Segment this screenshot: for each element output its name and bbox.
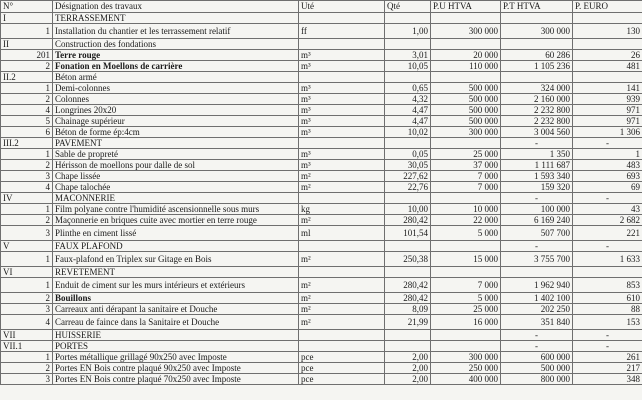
cell-euro [573,13,642,24]
cell-euro: 88 [573,304,642,315]
cell-designation: Film polyane contre l'humidité ascensionnelle sous murs [53,204,299,215]
cell-euro: 69 [573,182,642,193]
cell-unit: m² [299,293,385,304]
table-row [1,363,642,374]
table-row [1,204,642,215]
cell-total-price [501,267,573,278]
cell-unit: ff [299,24,385,39]
cell-total-price: 600 000 [501,352,573,363]
cell-unit [299,39,385,50]
cell-quantity: 3,01 [385,50,431,61]
cell-no: 1 [1,24,53,39]
cell-unit-price: 37 000 [431,160,501,171]
cell-total-price: - [501,330,573,341]
cell-euro: - [573,330,642,341]
cell-total-price [501,13,573,24]
cell-unit-price: 25 000 [431,304,501,315]
cell-no: IV [1,193,53,204]
cell-designation: Enduit de ciment sur les murs intérieurs et extérieurs [53,278,299,293]
cell-euro: 693 [573,171,642,182]
cell-total-price: 800 000 [501,374,573,385]
cell-total-price: 100 000 [501,204,573,215]
cell-quantity: 4,32 [385,94,431,105]
cell-total-price: 1 402 100 [501,293,573,304]
table-row [1,116,642,127]
cell-euro: 221 [573,226,642,241]
cell-no: 4 [1,105,53,116]
cell-total-price: 324 000 [501,83,573,94]
cell-unit-price [431,267,501,278]
cell-quantity: 2,00 [385,352,431,363]
header-row [1,1,642,13]
cell-unit-price: 25 000 [431,149,501,160]
cell-unit-price: 7 000 [431,278,501,293]
section-row [1,72,642,83]
cell-unit-price [431,138,501,149]
table-row [1,94,642,105]
cell-unit-price [431,13,501,24]
table-row [1,293,642,304]
cell-no: VI [1,267,53,278]
cell-unit-price: 250 000 [431,363,501,374]
cell-unit: kg [299,204,385,215]
cell-unit: m³ [299,50,385,61]
header-total-price: P.T HTVA [501,1,573,13]
cell-total-price: - [501,241,573,252]
cell-euro: 43 [573,204,642,215]
cell-unit-price: 300 000 [431,352,501,363]
cell-unit-price: 500 000 [431,105,501,116]
cell-quantity: 22,76 [385,182,431,193]
cell-total-price [501,72,573,83]
cell-quantity: 10,02 [385,127,431,138]
cell-total-price: 500 000 [501,363,573,374]
cell-designation: Portes EN Bois contre plaqué 90x250 avec Imposte [53,363,299,374]
cell-designation: Fonation en Moellons de carrière [53,61,299,72]
cell-designation: Chape talochée [53,182,299,193]
cell-total-price: 1 962 940 [501,278,573,293]
cell-quantity: 10,00 [385,204,431,215]
table-row [1,105,642,116]
cell-quantity [385,193,431,204]
cell-quantity [385,39,431,50]
cell-unit-price: 300 000 [431,127,501,138]
cell-unit-price: 22 000 [431,215,501,226]
cell-quantity: 2,00 [385,374,431,385]
cell-unit: m³ [299,105,385,116]
cell-no: 1 [1,352,53,363]
cell-unit-price: 300 000 [431,24,501,39]
cell-quantity [385,330,431,341]
cell-designation: FAUX PLAFOND [53,241,299,252]
cell-total-price: - [501,138,573,149]
cell-unit: m³ [299,127,385,138]
cell-euro [573,267,642,278]
cell-quantity: 250,38 [385,252,431,267]
cell-euro: 217 [573,363,642,374]
cell-total-price: 159 320 [501,182,573,193]
cell-designation: Portes EN Bois contre plaqué 70x250 avec Imposte [53,374,299,385]
cell-quantity: 280,42 [385,215,431,226]
section-row [1,138,642,149]
cell-quantity: 8,09 [385,304,431,315]
cell-designation: Hérisson de moellons pour dalle de sol [53,160,299,171]
table-row [1,315,642,330]
cell-quantity: 0,05 [385,149,431,160]
cell-designation: PORTES [53,341,299,352]
cell-designation: Construction des fondations [53,39,299,50]
cell-total-price: 507 700 [501,226,573,241]
cell-no: 2 [1,363,53,374]
cell-unit-price [431,39,501,50]
table-body [1,1,642,385]
cell-total-price: 2 232 800 [501,105,573,116]
cell-designation: Béton de forme ép:4cm [53,127,299,138]
table-row [1,127,642,138]
cell-unit: ml [299,226,385,241]
section-row [1,193,642,204]
cell-designation: Demi-colonnes [53,83,299,94]
cell-unit [299,341,385,352]
cell-euro: 483 [573,160,642,171]
cell-total-price: 351 840 [501,315,573,330]
header-no: N° [1,1,53,13]
cell-quantity: 10,05 [385,61,431,72]
cell-designation: Portes métallique grillagé 90x250 avec Imposte [53,352,299,363]
cell-euro: 971 [573,105,642,116]
cell-quantity [385,241,431,252]
cell-quantity [385,267,431,278]
section-row [1,13,642,24]
cell-unit [299,330,385,341]
cell-euro: 610 [573,293,642,304]
cell-quantity: 101,54 [385,226,431,241]
table-row [1,226,642,241]
cell-euro: 26 [573,50,642,61]
cell-unit: m² [299,171,385,182]
table-row [1,61,642,72]
cell-quantity: 2,00 [385,363,431,374]
cell-total-price: 3 004 560 [501,127,573,138]
cell-no: 3 [1,304,53,315]
cell-quantity [385,72,431,83]
cell-no: VII [1,330,53,341]
cell-no: 4 [1,182,53,193]
table-row [1,374,642,385]
cell-no: 1 [1,149,53,160]
cell-euro: 853 [573,278,642,293]
cell-designation: Terre rouge [53,50,299,61]
cell-unit: m² [299,182,385,193]
cell-designation: PAVEMENT [53,138,299,149]
cell-designation: Carreau de faince dans la Sanitaire et Douche [53,315,299,330]
cell-unit: pce [299,374,385,385]
cell-total-price: 3 755 700 [501,252,573,267]
cell-euro: 971 [573,116,642,127]
cell-designation: Sable de propreté [53,149,299,160]
cell-unit-price [431,241,501,252]
cell-no: 2 [1,293,53,304]
cell-no: 1 [1,278,53,293]
cell-total-price: 1 593 340 [501,171,573,182]
cell-unit [299,72,385,83]
cell-total-price: 2 160 000 [501,94,573,105]
cell-no: V [1,241,53,252]
cell-no: 1 [1,83,53,94]
cell-unit: m³ [299,61,385,72]
cell-unit-price: 7 000 [431,171,501,182]
cell-unit-price: 500 000 [431,116,501,127]
cell-no: II.2 [1,72,53,83]
cell-quantity [385,13,431,24]
header-unit-price: P.U HTVA [431,1,501,13]
cell-unit-price: 10 000 [431,204,501,215]
cell-euro: 348 [573,374,642,385]
table-row [1,304,642,315]
cell-quantity: 1,00 [385,24,431,39]
cell-designation: REVETEMENT [53,267,299,278]
cell-unit: m³ [299,149,385,160]
section-row [1,241,642,252]
cell-total-price: 1 350 [501,149,573,160]
table-row [1,149,642,160]
cell-unit [299,241,385,252]
cell-unit-price [431,72,501,83]
cell-quantity [385,138,431,149]
cell-designation: Bouillons [53,293,299,304]
cell-designation: Maçonnerie en briques cuite avec mortier en terre rouge [53,215,299,226]
cell-unit: pce [299,352,385,363]
cell-unit: m² [299,252,385,267]
cell-designation: HUISSERIE [53,330,299,341]
cell-euro: - [573,138,642,149]
cell-designation: Plinthe en ciment lissé [53,226,299,241]
cell-total-price: 1 105 236 [501,61,573,72]
cell-euro: 153 [573,315,642,330]
header-unit: Uté [299,1,385,13]
cell-designation: TERRASSEMENT [53,13,299,24]
cell-total-price: 6 169 240 [501,215,573,226]
cell-no: 2 [1,160,53,171]
cell-no: 1 [1,204,53,215]
cell-quantity: 280,42 [385,293,431,304]
cell-unit: m² [299,304,385,315]
cell-euro: 481 [573,61,642,72]
cell-total-price: 1 111 687 [501,160,573,171]
cell-quantity: 227,62 [385,171,431,182]
table-row [1,252,642,267]
cell-no: I [1,13,53,24]
cell-no: 3 [1,374,53,385]
cell-euro: 1 306 [573,127,642,138]
header-euro: P. EURO [573,1,642,13]
cell-euro: 130 [573,24,642,39]
cell-euro: - [573,241,642,252]
cell-designation: MACONNERIE [53,193,299,204]
cell-no: 2 [1,61,53,72]
cell-quantity: 30,05 [385,160,431,171]
cell-quantity: 280,42 [385,278,431,293]
cell-unit: m² [299,315,385,330]
table-row [1,171,642,182]
cell-unit [299,193,385,204]
cell-no: 2 [1,94,53,105]
cell-unit: m³ [299,83,385,94]
cell-no: 5 [1,116,53,127]
cell-euro: 261 [573,352,642,363]
section-row [1,267,642,278]
cell-designation: Installation du chantier et les terrassement relatif [53,24,299,39]
cell-unit: m² [299,278,385,293]
cell-no: 3 [1,226,53,241]
cell-no: 6 [1,127,53,138]
cell-unit-price: 500 000 [431,94,501,105]
table-row [1,215,642,226]
cell-total-price: 60 286 [501,50,573,61]
cell-unit-price: 400 000 [431,374,501,385]
cell-unit: m³ [299,160,385,171]
cell-euro: 939 [573,94,642,105]
cell-euro: 2 682 [573,215,642,226]
cell-quantity [385,341,431,352]
cell-no: 201 [1,50,53,61]
table-row [1,182,642,193]
cell-designation: Faux-plafond en Triplex sur Gitage en Bois [53,252,299,267]
cell-total-price: - [501,193,573,204]
table-row [1,278,642,293]
cell-quantity: 0,65 [385,83,431,94]
section-row [1,330,642,341]
cell-unit [299,138,385,149]
cell-total-price [501,39,573,50]
cell-designation: Longrines 20x20 [53,105,299,116]
cell-euro: 1 [573,149,642,160]
cell-euro: - [573,193,642,204]
table-row [1,83,642,94]
cell-unit: m³ [299,116,385,127]
cell-euro [573,39,642,50]
cell-euro: - [573,341,642,352]
cell-no: 1 [1,252,53,267]
cell-designation: Chainage supérieur [53,116,299,127]
table-row [1,352,642,363]
cell-unit: m³ [299,94,385,105]
cell-no: II [1,39,53,50]
cell-unit: pce [299,363,385,374]
cell-unit-price [431,193,501,204]
cell-quantity: 4,47 [385,116,431,127]
cell-no: 3 [1,171,53,182]
cell-designation: Béton armé [53,72,299,83]
cell-unit-price: 5 000 [431,226,501,241]
cell-unit-price [431,341,501,352]
cell-euro: 141 [573,83,642,94]
cell-no: VII.1 [1,341,53,352]
cell-unit-price [431,330,501,341]
cell-total-price: 202 250 [501,304,573,315]
cell-unit-price: 20 000 [431,50,501,61]
cell-designation: Carreaux anti dérapant la sanitaire et Douche [53,304,299,315]
table-row [1,50,642,61]
cell-unit-price: 500 000 [431,83,501,94]
cell-unit [299,13,385,24]
cell-unit-price: 7 000 [431,182,501,193]
cell-designation: Colonnes [53,94,299,105]
cell-euro [573,72,642,83]
cell-quantity: 4,47 [385,105,431,116]
header-designation: Désignation des travaux [53,1,299,13]
cell-total-price: 2 232 800 [501,116,573,127]
table-row [1,160,642,171]
cell-designation: Chape lissée [53,171,299,182]
cell-total-price: 300 000 [501,24,573,39]
cell-no: III.2 [1,138,53,149]
header-quantity: Qté [385,1,431,13]
section-row [1,39,642,50]
table-row [1,24,642,39]
cell-unit-price: 110 000 [431,61,501,72]
cell-unit-price: 5 000 [431,293,501,304]
cell-euro: 1 633 [573,252,642,267]
cell-no: 4 [1,315,53,330]
cell-quantity: 21,99 [385,315,431,330]
cell-no: 2 [1,215,53,226]
cell-unit-price: 15 000 [431,252,501,267]
cell-total-price: - [501,341,573,352]
cell-unit [299,267,385,278]
cell-unit-price: 16 000 [431,315,501,330]
section-row [1,341,642,352]
cell-unit: m² [299,215,385,226]
